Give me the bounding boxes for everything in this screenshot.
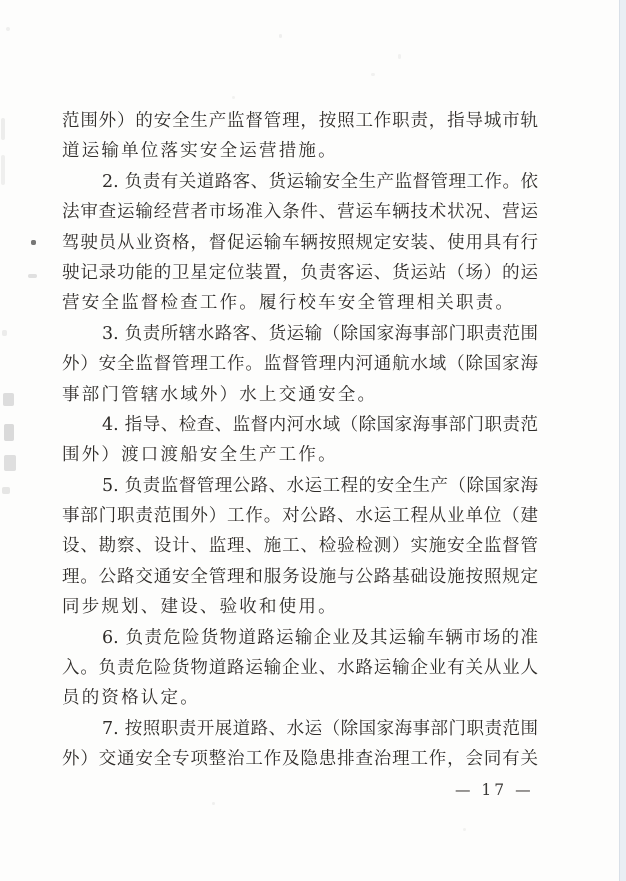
text-line: 3. 负责所辖水路客、货运输（除国家海事部门职责范围 bbox=[102, 323, 538, 344]
scan-noise bbox=[232, 96, 235, 99]
text-line: 事部门职责范围外）工作。对公路、水运工程从业单位（建 bbox=[62, 506, 538, 527]
scan-noise bbox=[6, 27, 10, 31]
text-line: 法审查运输经营者市场准入条件、营运车辆技术状况、营运 bbox=[62, 202, 538, 223]
text-line: 围外）渡口渡船安全生产工作。 bbox=[62, 445, 338, 466]
text-line: 驶记录功能的卫星定位装置，负责客运、货运站（场）的运 bbox=[62, 262, 538, 283]
text-line: 营安全监督检查工作。履行校车安全管理相关职责。 bbox=[62, 293, 516, 314]
text-line: 理。公路交通安全管理和服务设施与公路基础设施按照规定 bbox=[62, 566, 538, 587]
scan-noise bbox=[2, 487, 10, 494]
text-line: 道运输单位落实安全运营措施。 bbox=[62, 141, 338, 162]
scan-noise bbox=[28, 274, 37, 278]
scan-noise bbox=[3, 393, 14, 406]
scan-noise bbox=[212, 802, 215, 805]
scan-noise bbox=[31, 240, 36, 245]
text-lines bbox=[62, 106, 538, 775]
text-line: 范围外）的安全生产监督管理，按照工作职责，指导城市轨 bbox=[62, 111, 538, 131]
text-line: 入。负责危险货物道路运输企业、水路运输企业有关从业人 bbox=[62, 658, 538, 679]
scan-edge-artifact bbox=[619, 0, 626, 881]
scan-noise bbox=[463, 828, 466, 831]
text-line: 同步规划、建设、验收和使用。 bbox=[62, 597, 338, 618]
text-line: 事部门管辖水域外）水上交通安全。 bbox=[62, 384, 378, 405]
scan-noise bbox=[279, 34, 282, 38]
scan-noise bbox=[1, 155, 5, 185]
text-line: 员的资格认定。 bbox=[62, 688, 200, 709]
text-line: 6. 负责危险货物道路运输企业及其运输车辆市场的准 bbox=[102, 627, 538, 648]
scan-noise bbox=[371, 73, 375, 76]
text-line: 4. 指导、检查、监督内河水域（除国家海事部门职责范 bbox=[102, 414, 538, 435]
scan-noise bbox=[4, 424, 14, 441]
scan-noise bbox=[2, 330, 7, 336]
page-number: — 17 — bbox=[455, 781, 534, 799]
text-line: 外）交通安全专项整治工作及隐患排查治理工作，会同有关 bbox=[62, 749, 538, 770]
scan-noise bbox=[4, 455, 16, 471]
text-line: 5. 负责监督管理公路、水运工程的安全生产（除国家海 bbox=[102, 475, 538, 496]
text-line: 7. 按照职责开展道路、水运（除国家海事部门职责范围 bbox=[102, 718, 538, 739]
text-line: 外）安全监督管理工作。监督管理内河通航水域（除国家海 bbox=[62, 354, 538, 375]
scan-noise bbox=[398, 54, 401, 59]
text-line: 驾驶员从业资格，督促运输车辆按照规定安装、使用具有行 bbox=[62, 232, 538, 253]
text-line: 2. 负责有关道路客、货运输安全生产监督管理工作。依 bbox=[102, 171, 538, 192]
text-line: 设、勘察、设计、监理、施工、检验检测）实施安全监督管 bbox=[62, 536, 538, 557]
scan-noise bbox=[1, 118, 5, 140]
